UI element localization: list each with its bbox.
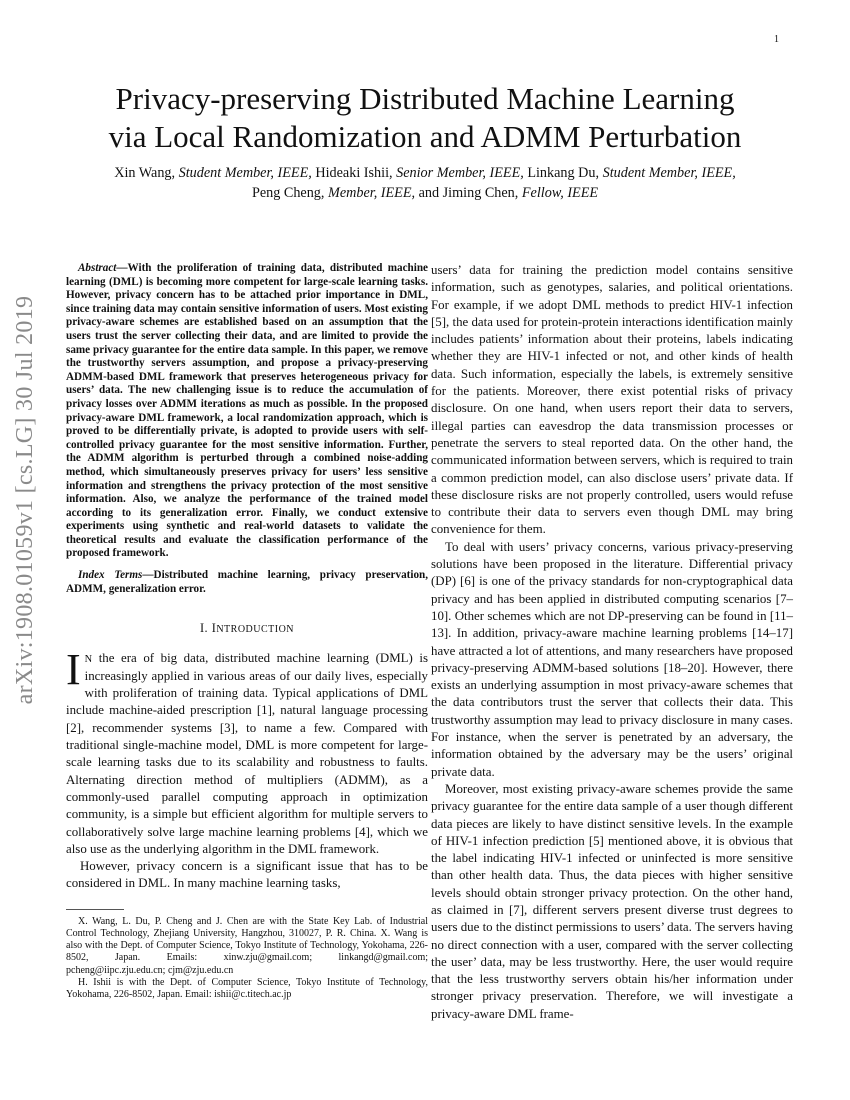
smallcaps-lead: N [84, 653, 93, 665]
author-membership: Fellow, IEEE [521, 185, 599, 201]
index-terms-label: Index Terms [78, 569, 143, 582]
author-list [60, 163, 790, 203]
body-paragraph-2: To deal with users’ privacy concerns, various privacy-preserving solutions have been proposed in the literature. Differential privacy (DP) [6] is one of the privacy standards for non-cryptographical data privacy and has been applied in distributed computing scenarios [7–10]. Other schemes which are not DP-preserving can be found in [11–13]. In addition, privacy-aware machine learning problems [14–17] have attracted a lot of attentions, and many researchers have proposed privacy-preserving ADMM-based solutions [18–20]. However, there exists an underlying assumption in most privacy-aware schemes that the data contributors trust the server that collects their data. This trustworthy assumption may lead to privacy disclosure in many cases. For instance, when the server is penetrated by an adversary, the information obtained by the adversary may be the users’ original private data. [431, 539, 793, 779]
author-name: and Jiming Chen, [415, 185, 522, 201]
intro-paragraph-1-text: the era of big data, distributed machine learning (DML) is increasingly applied in various areas of our daily lives, especially with proliferation of training data. Typical applications of DML include machine-aided prescription [1], natural language processing [2], recommender systems [3], to name a few. Compared with traditional single-machine model, DML is more competent for large-scale learning tasks due to its scalability and robustness to faults. Alternating direction method of multipliers (ADMM), as a commonly-used parallel computing approach in optimization community, is a simple but efficient algorithm for multiple servers to collaboratively solve large machine learning problems [4], which we also use as the underlying algorithm in the DML framework. [66, 650, 428, 856]
abstract-label: Abstract [78, 262, 117, 274]
affiliation-footnote-2: H. Ishii is with the Dept. of Computer Science, Tokyo Institute of Technology, Yokohama, 226-8502, Japan. Email: ishii@c.titech.ac.jp [66, 976, 428, 1000]
index-terms-text: —Distributed machine learning, privacy preservation, ADMM, generalization error. [66, 569, 429, 595]
author-membership: Member, IEEE, [328, 185, 416, 201]
abstract [66, 262, 428, 561]
author-membership: Student Member, IEEE, [602, 165, 736, 181]
author-membership: Student Member, IEEE, [178, 165, 312, 181]
section-numeral: I. [199, 621, 212, 636]
abstract-text: —With the proliferation of training data, distributed machine learning (DML) is becoming more competent for large-scale learning tasks. However, privacy concern has to be attached prior importance in DML, since training data may contain sensitive information of users. Most existing privacy-aware schemes are established based on an assumption that the users trust the server collecting their data, and are limited to provide the same privacy guarantee for the entire data sample. In this paper, we remove the trustworthy servers assumption, and propose a privacy-preserving ADMM-based DML framework that preserves heterogeneous privacy for users’ data. The new challenging issue is to reduce the accumulation of privacy losses over ADMM iterations as much as possible. In the proposed privacy-aware DML framework, a local randomization approach, which is proved to be differentially private, is adopted to provide users with self-controlled privacy guarantee for the most sensitive information. Further, the ADMM algorithm is perturbed through a combined noise-adding method, which simultaneously preserves privacy for users’ less sensitive information and strengthens the privacy protection of the most sensitive information. Also, we analyze the performance of the trained model according to its generalization error. Finally, we conduct extensive experiments using synthetic and real-world datasets to validate the theoretical results and evaluate the classification performance of the proposed framework. [66, 262, 428, 560]
author-name: Peng Cheng, [251, 185, 328, 201]
title-line-2: via Local Randomization and ADMM Perturbation [108, 119, 742, 154]
section-title-rest: NTRODUCTION [216, 624, 295, 636]
paper-title [60, 80, 790, 156]
intro-paragraph-2: However, privacy concern is a significant issue that has to be considered in DML. In many machine learning tasks, [66, 859, 428, 891]
section-title-initial: I [211, 621, 217, 636]
body-paragraph-3: Moreover, most existing privacy-aware schemes provide the same privacy guarantee for the entire data sample of a user though different data pieces are likely to have distinct sensitive levels. In the example of HIV-1 infection prediction [5] mentioned above, it is obvious that the label indicating HIV-1 infected or uninfected is more sensitive than other health data. Thus, the data pieces with higher sensitive levels should obtain stronger privacy protection. On the other hand, as claimed in [7], different servers present diverse trust degrees to users due to the distinct permissions to users’ data. The servers having no direct connection with a user, compared with the server collecting the user’ data, may be less trustworthy. Here, the user would require that the less trustworthy servers obtain his/her information under stronger privacy preservation. Therefore, we will investigate a privacy-aware DML frame- [431, 781, 793, 1021]
right-column [431, 262, 793, 1023]
author-name: Hideaki Ishii, [311, 165, 397, 181]
author-membership: Senior Member, IEEE, [396, 165, 524, 181]
left-column [66, 262, 428, 1001]
author-name: Linkang Du, [523, 165, 603, 181]
footnote-divider [66, 909, 124, 910]
intro-paragraph-1 [66, 644, 428, 859]
affiliation-footnote-1: X. Wang, L. Du, P. Cheng and J. Chen are with the State Key Lab. of Industrial Control Technology, Zhejiang University, Hangzhou, 310027, P. R. China. X. Wang is also with the Dept. of Computer Science, Tokyo Institute of Technology, Yokohama, 226-8502, Japan. Emails: xinw.zju@gmail.com; linkangd@gmail.com; pcheng@iipc.zju.edu.cn; cjm@zju.edu.cn [66, 915, 428, 976]
drop-cap: I [66, 644, 81, 694]
page-number: 1 [774, 34, 779, 45]
arxiv-identifier-stamp: arXiv:1908.01059v1 [cs.LG] 30 Jul 2019 [12, 295, 38, 705]
index-terms [66, 569, 428, 596]
section-heading-introduction [66, 620, 428, 638]
body-paragraph-1: users’ data for training the prediction model contains sensitive information, such as genotypes, salaries, and political orientations. For example, if we adopt DML methods to predict HIV-1 infection [5], the data used for protein-protein interactions identification mainly includes patients’ information about their proteins, labels indicating whether they are HIV-1 infected or not, and other kinds of health data. Such information, especially the labels, is extremely sensitive for the patients. Moreover, there exist potential risks of privacy disclosure. On one hand, when users report their data to servers, illegal parties can eavesdrop the data transmission processes or penetrate the servers to steal reported data. On the other hand, the communicated information between servers, which is required to train a common prediction model, can also disclose users’ private data. If these disclosure risks are not properly controlled, users would refuse to contribute their data to servers even though DML may bring convenience for them. [431, 263, 793, 537]
title-line-1: Privacy-preserving Distributed Machine Learning [115, 81, 735, 116]
author-name: Xin Wang, [114, 165, 179, 181]
